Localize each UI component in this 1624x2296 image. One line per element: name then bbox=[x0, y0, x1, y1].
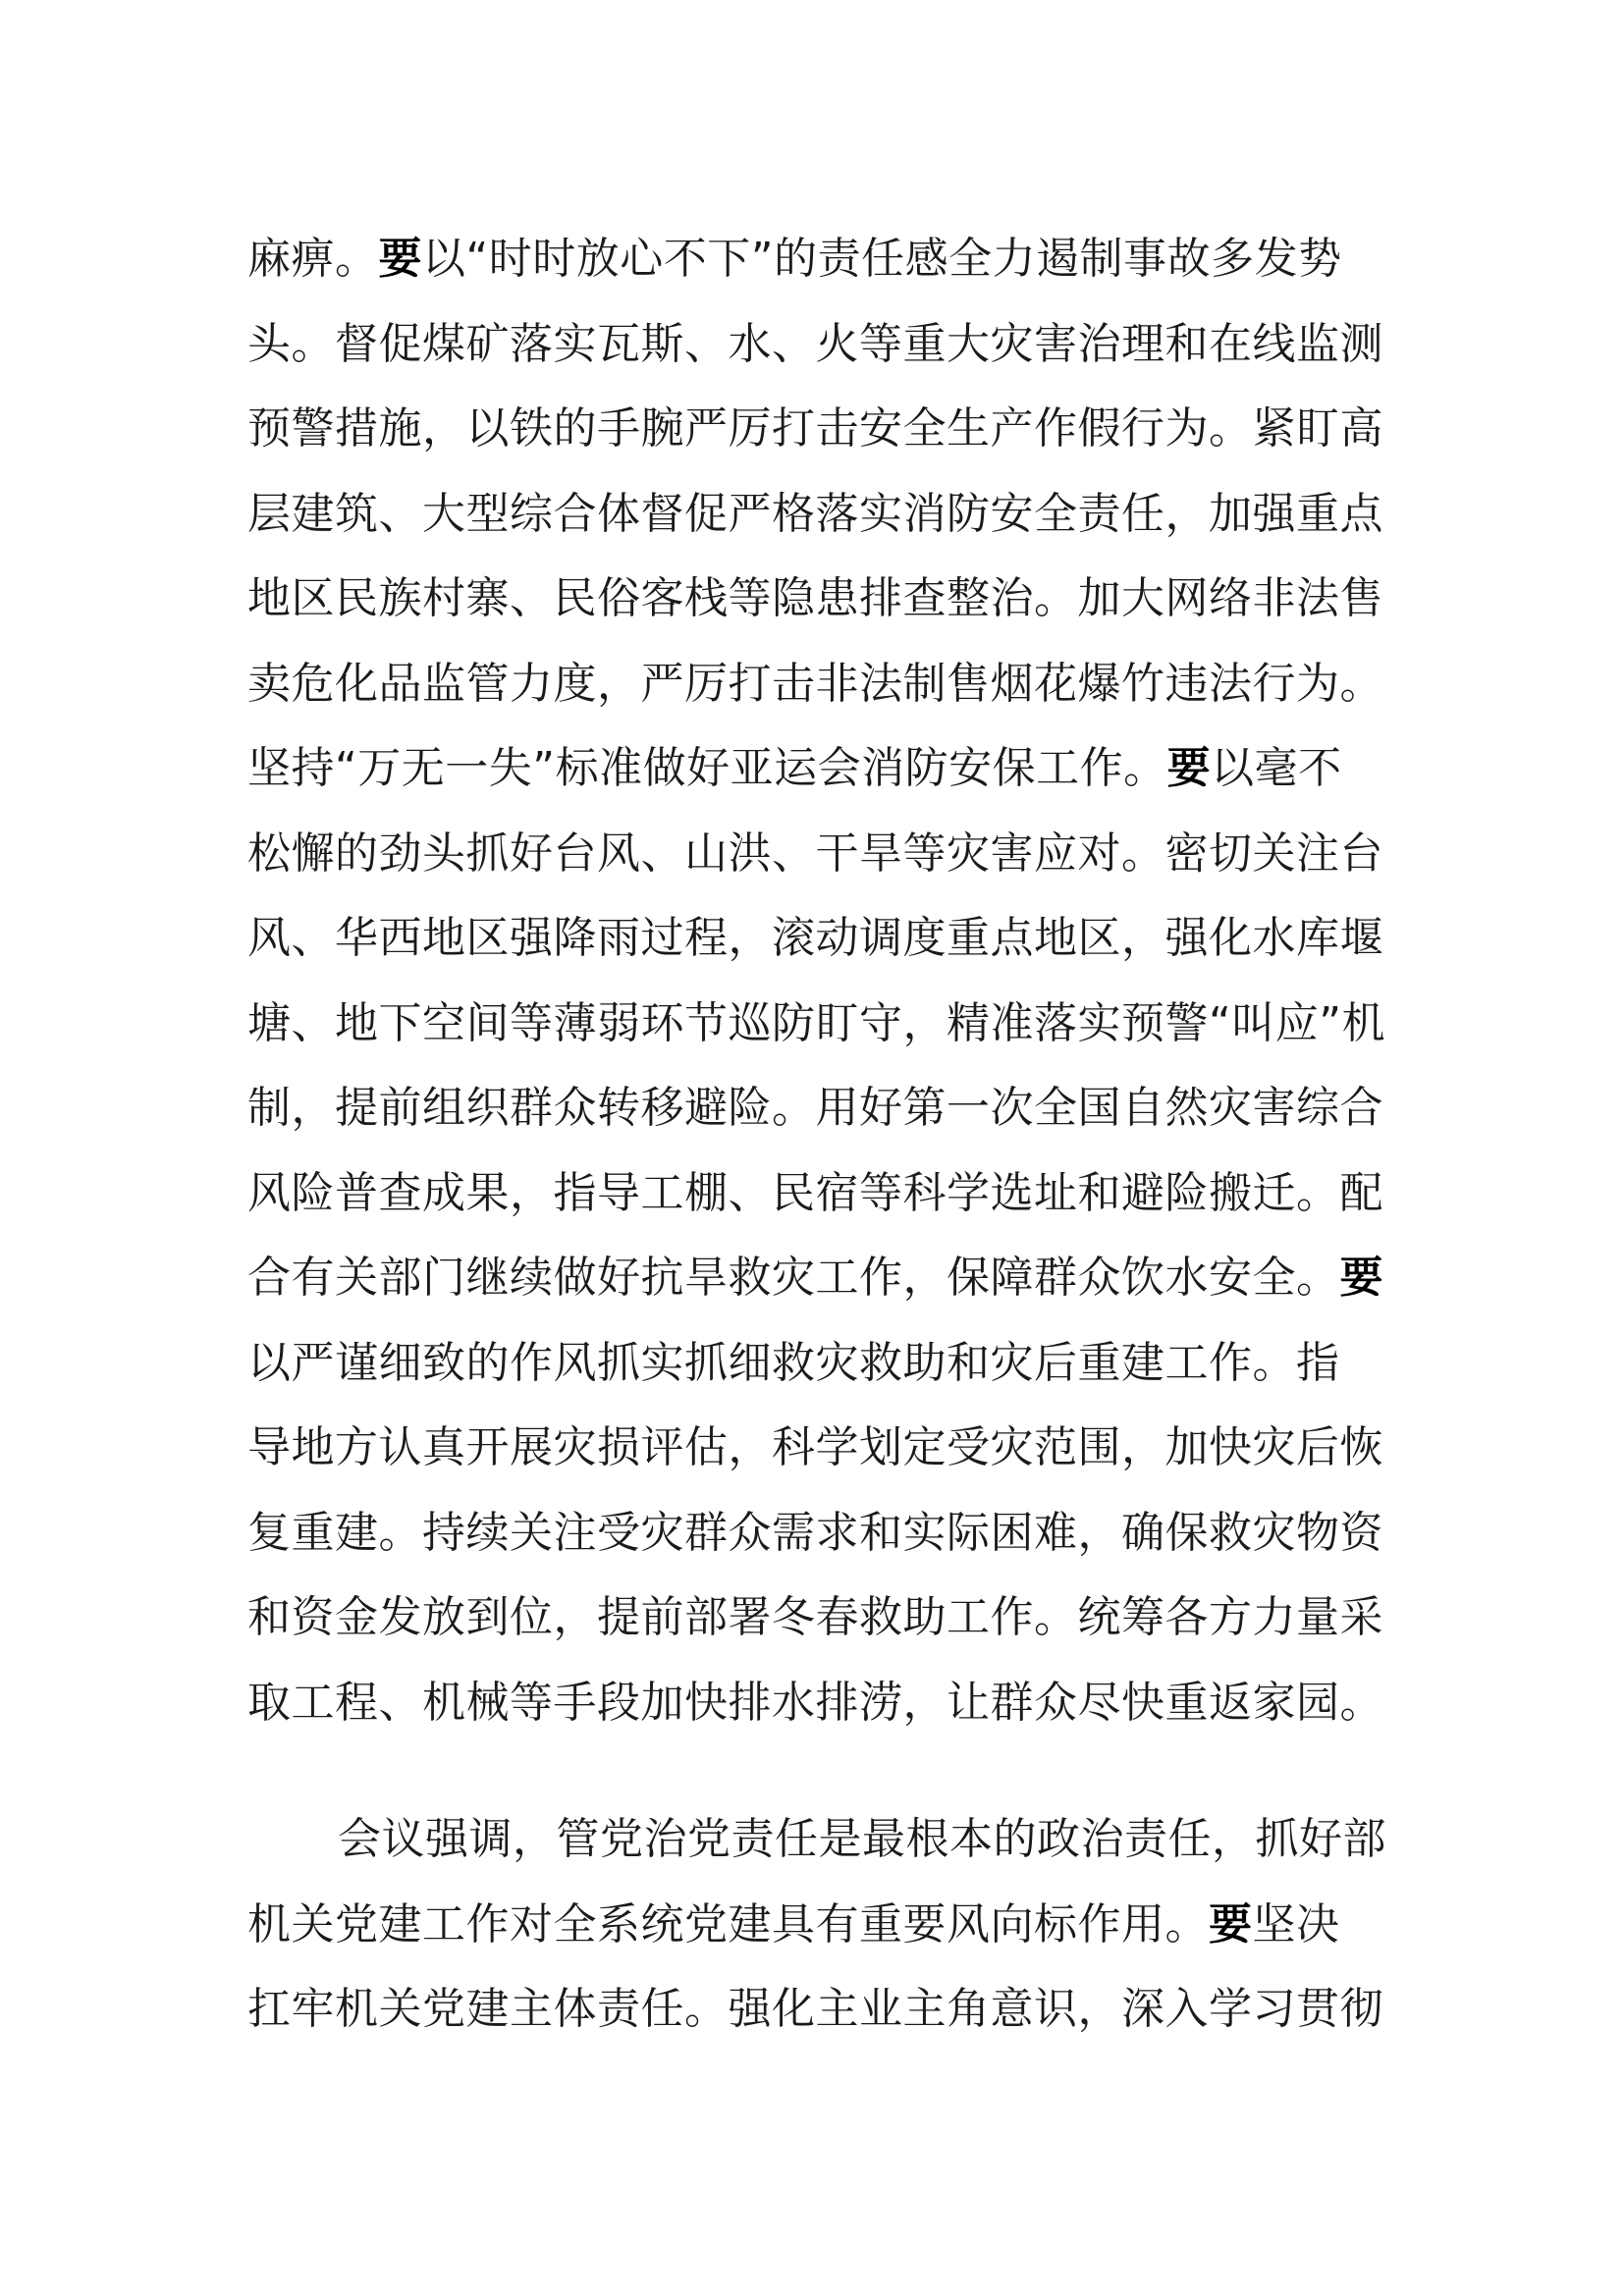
text-line bbox=[247, 217, 1386, 302]
emphasis-keyword: 要 bbox=[378, 234, 422, 284]
text-segment: 坚决 bbox=[1252, 1898, 1340, 1949]
paragraph-1 bbox=[247, 217, 1386, 1745]
text-segment: 复重建。持续关注受灾群众需求和实际困难，确保救灾物资 bbox=[247, 1507, 1383, 1558]
text-line bbox=[247, 387, 1386, 472]
text-line bbox=[247, 1967, 1386, 2053]
text-line bbox=[247, 982, 1386, 1067]
text-line bbox=[247, 896, 1386, 982]
text-line bbox=[247, 1575, 1386, 1661]
text-segment: 以毫不 bbox=[1211, 743, 1342, 793]
text-segment: 风险普查成果，指导工棚、民宿等科学选址和避险搬迁。配 bbox=[247, 1167, 1383, 1218]
paragraph-2 bbox=[247, 1797, 1386, 2053]
emphasis-keyword: 要 bbox=[1209, 1898, 1253, 1949]
text-segment: 合有关部门继续做好抗旱救灾工作，保障群众饮水安全。 bbox=[247, 1253, 1340, 1303]
text-segment: 坚持“万无一失”标准做好亚运会消防安保工作。 bbox=[247, 743, 1167, 793]
text-segment: 制，提前组织群众转移避险。用好第一次全国自然灾害综合 bbox=[247, 1083, 1383, 1133]
text-line bbox=[247, 642, 1386, 727]
text-segment: 以严谨细致的作风抓实抓细救灾救助和灾后重建工作。指 bbox=[247, 1337, 1340, 1388]
text-segment: 预警措施，以铁的手腕严厉打击安全生产作假行为。紧盯高 bbox=[247, 403, 1383, 454]
text-segment: 层建筑、大型综合体督促严格落实消防安全责任，加强重点 bbox=[247, 488, 1383, 539]
text-line bbox=[247, 1491, 1386, 1576]
text-line bbox=[247, 1066, 1386, 1151]
text-line bbox=[247, 1797, 1386, 1883]
text-line bbox=[247, 1321, 1386, 1407]
text-segment: 和资金发放到位，提前部署冬春救助工作。统筹各方力量采 bbox=[247, 1592, 1383, 1642]
text-segment: 塘、地下空间等薄弱环节巡防盯守，精准落实预警“叫应”机 bbox=[247, 997, 1386, 1048]
text-line bbox=[247, 302, 1386, 388]
text-segment: 风、华西地区强降雨过程，滚动调度重点地区，强化水库堰 bbox=[247, 913, 1383, 963]
text-line bbox=[247, 812, 1386, 897]
text-line bbox=[247, 726, 1386, 812]
text-line bbox=[247, 1236, 1386, 1321]
text-line bbox=[247, 1151, 1386, 1237]
text-segment: 以“时时放心不下”的责任感全力遏制事故多发势 bbox=[422, 234, 1342, 284]
text-segment: 麻痹。 bbox=[247, 234, 379, 284]
text-segment: 地区民族村寨、民俗客栈等隐患排查整治。加大网络非法售 bbox=[247, 573, 1383, 623]
text-segment: 机关党建工作对全系统党建具有重要风向标作用。 bbox=[247, 1898, 1209, 1949]
text-line bbox=[247, 1661, 1386, 1746]
text-line bbox=[247, 1883, 1386, 1968]
text-line bbox=[247, 557, 1386, 642]
emphasis-keyword: 要 bbox=[1339, 1253, 1383, 1303]
text-segment: 扛牢机关党建主体责任。强化主业主角意识，深入学习贯彻 bbox=[247, 1984, 1383, 2034]
text-line bbox=[247, 472, 1386, 558]
text-segment: 会议强调，管党治党责任是最根本的政治责任，抓好部 bbox=[338, 1814, 1386, 1864]
text-segment: 取工程、机械等手段加快排水排涝，让群众尽快重返家园。 bbox=[247, 1677, 1383, 1728]
text-segment: 头。督促煤矿落实瓦斯、水、火等重大灾害治理和在线监测 bbox=[247, 318, 1383, 369]
text-segment: 导地方认真开展灾损评估，科学划定受灾范围，加快灾后恢 bbox=[247, 1422, 1383, 1472]
text-line bbox=[247, 1406, 1386, 1491]
text-segment: 卖危化品监管力度，严厉打击非法制售烟花爆竹违法行为。 bbox=[247, 658, 1383, 709]
emphasis-keyword: 要 bbox=[1166, 743, 1212, 793]
text-segment: 松懈的劲头抓好台风、山洪、干旱等灾害应对。密切关注台 bbox=[247, 828, 1383, 879]
